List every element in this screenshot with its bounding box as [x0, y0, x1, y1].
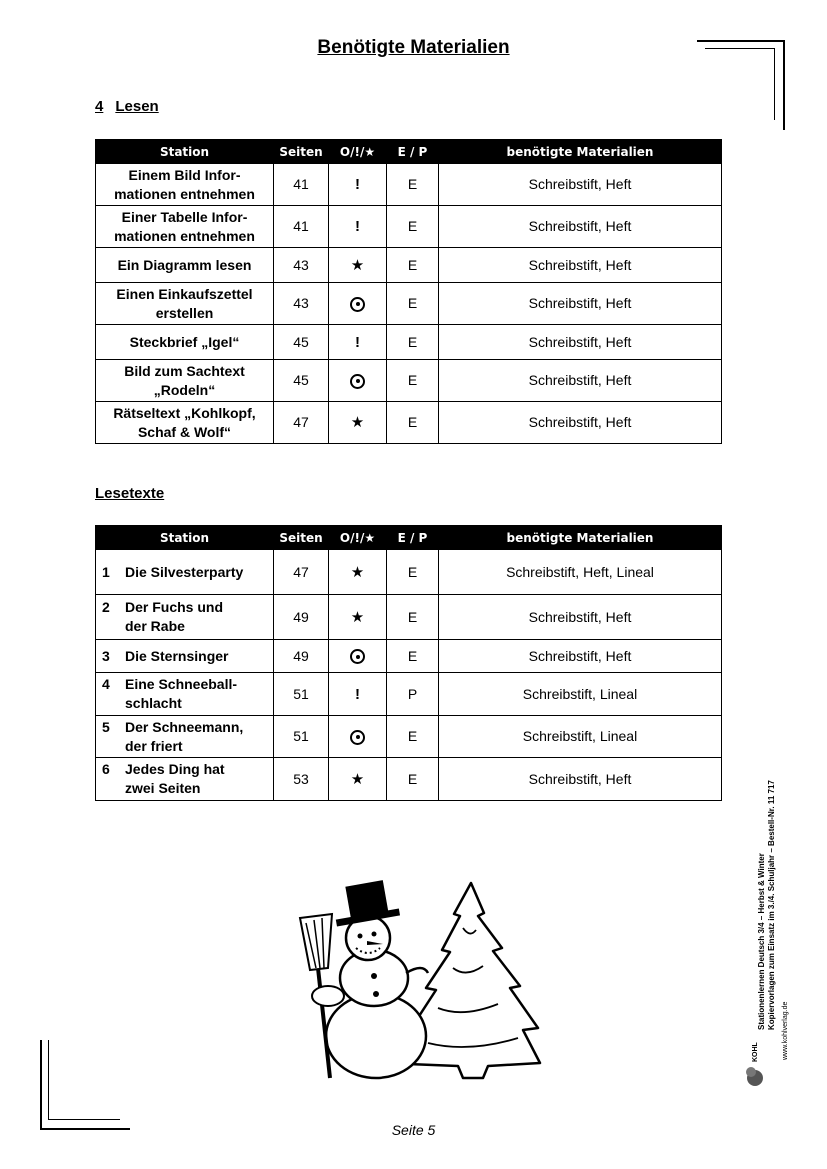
table-row	[96, 360, 722, 402]
materials-cell: Schreibstift, Lineal	[439, 716, 722, 758]
station-name: Ein Diagramm lesen	[96, 248, 274, 283]
table-header-row	[96, 526, 722, 550]
difficulty-symbol: !	[329, 325, 387, 360]
page-number: Seite 5	[391, 1122, 436, 1138]
ep-cell: E	[387, 164, 439, 206]
table-row	[96, 550, 722, 595]
station-name: Bild zum Sachtext „Rodeln“	[96, 360, 274, 402]
station-name: Steckbrief „Igel“	[96, 325, 274, 360]
materials-cell: Schreibstift, Heft	[439, 758, 722, 801]
page-number-cell: 47	[274, 550, 329, 595]
snowman-tree-illustration	[288, 878, 558, 1088]
station-name: Einen Einkaufszettel erstellen	[96, 283, 274, 325]
materials-cell: Schreibstift, Heft	[439, 402, 722, 444]
station-name: 4 Eine Schneeball- schlacht	[96, 673, 274, 716]
difficulty-symbol: !	[329, 164, 387, 206]
section-title-lesen: 4 Lesen	[95, 98, 159, 115]
difficulty-symbol	[329, 360, 387, 402]
header-seiten: Seiten	[274, 526, 329, 550]
ep-cell: E	[387, 758, 439, 801]
station-name: Einer Tabelle Infor- mationen entnehmen	[96, 206, 274, 248]
table-row	[96, 283, 722, 325]
page-number-cell: 43	[274, 283, 329, 325]
table-row	[96, 758, 722, 801]
page-number-cell: 45	[274, 325, 329, 360]
materials-cell: Schreibstift, Heft	[439, 248, 722, 283]
header-ep: E / P	[387, 140, 439, 164]
page-title: Benötigte Materialien	[317, 37, 510, 58]
difficulty-symbol: ★	[329, 758, 387, 801]
header-symbols: O/!/★	[329, 526, 387, 550]
table-row	[96, 716, 722, 758]
page-number-cell: 45	[274, 360, 329, 402]
materials-cell: Schreibstift, Heft	[439, 283, 722, 325]
ep-cell: E	[387, 248, 439, 283]
header-materials: benötigte Materialien	[439, 526, 722, 550]
materials-cell: Schreibstift, Heft	[439, 360, 722, 402]
publisher-name: KOHL	[752, 1042, 759, 1062]
page-number-cell: 41	[274, 206, 329, 248]
station-name: 3 Die Sternsinger	[96, 640, 274, 673]
ep-cell: E	[387, 283, 439, 325]
difficulty-symbol: ★	[329, 402, 387, 444]
materials-cell: Schreibstift, Heft	[439, 325, 722, 360]
difficulty-symbol: ★	[329, 248, 387, 283]
table-row	[96, 248, 722, 283]
page-number-cell: 51	[274, 673, 329, 716]
page-number-cell: 43	[274, 248, 329, 283]
page-number-cell: 51	[274, 716, 329, 758]
ep-cell: E	[387, 716, 439, 758]
page-number-cell: 47	[274, 402, 329, 444]
station-name: 1 Die Silvesterparty	[96, 550, 274, 595]
header-materials: benötigte Materialien	[439, 140, 722, 164]
publisher-website: www.kohlverlag.de	[782, 1001, 789, 1060]
station-name: 5 Der Schneemann, der friert	[96, 716, 274, 758]
difficulty-symbol	[329, 640, 387, 673]
station-name: Rätseltext „Kohlkopf, Schaf & Wolf“	[96, 402, 274, 444]
page-number-cell: 41	[274, 164, 329, 206]
ep-cell: E	[387, 550, 439, 595]
station-name: Einem Bild Infor- mationen entnehmen	[96, 164, 274, 206]
ep-cell: E	[387, 402, 439, 444]
table-header-row	[96, 140, 722, 164]
section-title-lesetexte: Lesetexte	[95, 485, 165, 502]
page-number-cell: 49	[274, 595, 329, 640]
table-row	[96, 595, 722, 640]
difficulty-symbol: ★	[329, 595, 387, 640]
materials-cell: Schreibstift, Heft	[439, 206, 722, 248]
table-row	[96, 325, 722, 360]
difficulty-symbol: ★	[329, 550, 387, 595]
target-icon	[350, 730, 365, 745]
materials-table-lesetexte	[95, 525, 722, 801]
table-row	[96, 402, 722, 444]
materials-cell: Schreibstift, Heft, Lineal	[439, 550, 722, 595]
header-station: Station	[96, 140, 274, 164]
header-station: Station	[96, 526, 274, 550]
target-icon	[350, 297, 365, 312]
page-number-cell: 53	[274, 758, 329, 801]
ep-cell: E	[387, 325, 439, 360]
difficulty-symbol: !	[329, 673, 387, 716]
target-icon	[350, 649, 365, 664]
target-icon	[350, 374, 365, 389]
ep-cell: P	[387, 673, 439, 716]
ep-cell: E	[387, 640, 439, 673]
table-row	[96, 640, 722, 673]
header-seiten: Seiten	[274, 140, 329, 164]
table-row	[96, 206, 722, 248]
station-name: 2 Der Fuchs und der Rabe	[96, 595, 274, 640]
publisher-sidebar: Stationenlernen Deutsch 3/4 – Herbst & Winter Kopiervorlagen zum Einsatz im 3./4. Schuljahr – Bestell-Nr. 11 717	[757, 780, 776, 1030]
materials-cell: Schreibstift, Heft	[439, 164, 722, 206]
table-row	[96, 164, 722, 206]
ep-cell: E	[387, 360, 439, 402]
header-symbols: O/!/★	[329, 140, 387, 164]
difficulty-symbol	[329, 716, 387, 758]
table-row	[96, 673, 722, 716]
materials-table-lesen	[95, 139, 722, 444]
difficulty-symbol	[329, 283, 387, 325]
materials-cell: Schreibstift, Heft	[439, 640, 722, 673]
materials-cell: Schreibstift, Heft	[439, 595, 722, 640]
publisher-logo-icon	[743, 1064, 767, 1088]
station-name: 6 Jedes Ding hat zwei Seiten	[96, 758, 274, 801]
ep-cell: E	[387, 206, 439, 248]
publisher-info	[752, 1042, 759, 1062]
page-number-cell: 49	[274, 640, 329, 673]
materials-cell: Schreibstift, Lineal	[439, 673, 722, 716]
difficulty-symbol: !	[329, 206, 387, 248]
ep-cell: E	[387, 595, 439, 640]
header-ep: E / P	[387, 526, 439, 550]
